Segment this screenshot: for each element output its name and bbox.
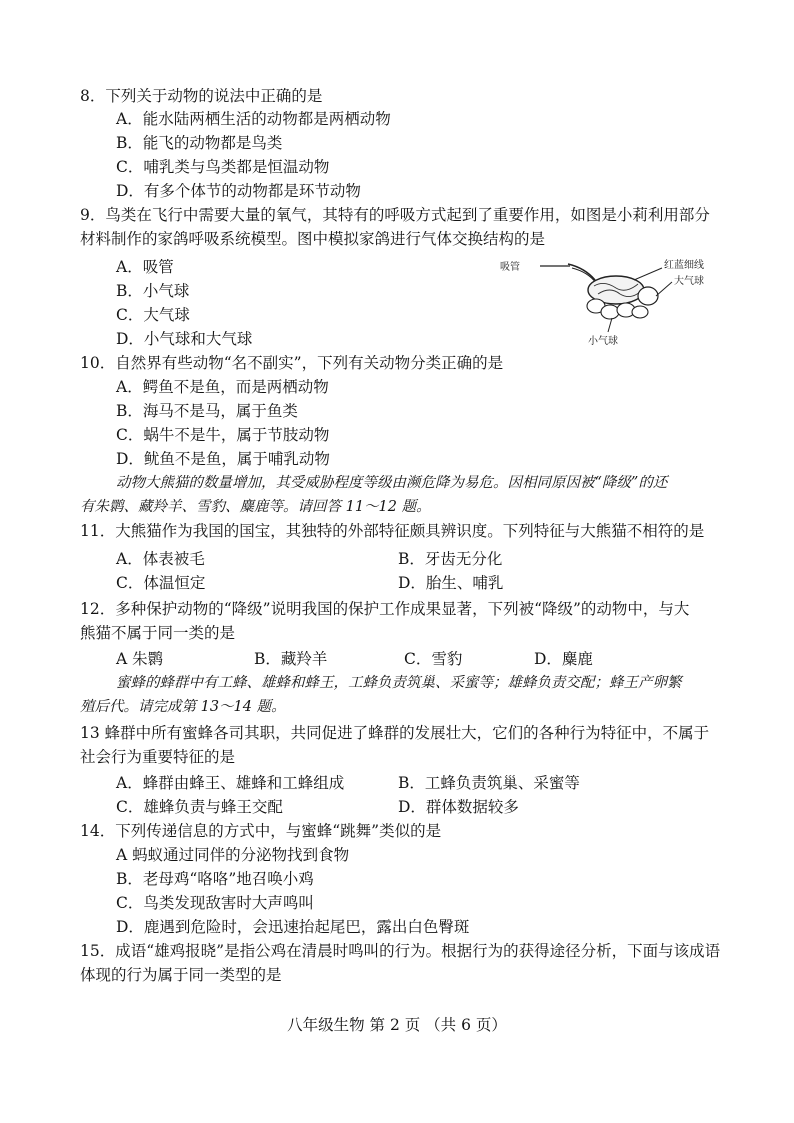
q8-stem: 8．下列关于动物的说法中正确的是	[80, 87, 323, 105]
q12-option-b: B．藏羚羊	[254, 650, 328, 668]
small-balloon-4	[632, 306, 648, 318]
big-balloon-pointer-line	[656, 282, 672, 296]
label-wire: 红蓝细线	[664, 260, 704, 271]
wire-pointer-line	[634, 268, 662, 280]
page-footer: 八年级生物 第 2 页 （共 6 页）	[287, 1016, 507, 1034]
pigeon-respiratory-model-figure	[500, 254, 728, 346]
q9-stem-line1: 9．鸟类在飞行中需要大量的氧气，其特有的呼吸方式起到了重要作用，如图是小莉利用部分	[80, 206, 710, 224]
q9-stem-line2: 材料制作的家鸽呼吸系统模型。图中模拟家鸽进行气体交换结构的是	[80, 230, 546, 248]
q9-option-a: A．吸管	[116, 258, 174, 276]
q8-option-b: B．能飞的动物都是鸟类	[116, 134, 283, 152]
q13-option-a: A．蜂群由蜂王、雄蜂和工蜂组成	[116, 774, 345, 792]
q12-option-c: C．雪豹	[404, 650, 463, 668]
q11-option-c: C．体温恒定	[116, 574, 206, 592]
q13-option-d: D．群体数据较多	[398, 798, 519, 816]
q15-stem-line2: 体现的行为属于同一类型的是	[80, 966, 282, 984]
q8-option-d: D．有多个体节的动物都是环节动物	[116, 182, 361, 200]
q9-option-c: C．大气球	[116, 306, 190, 324]
q14-option-c: C．鸟类发现敌害时大声鸣叫	[116, 894, 314, 912]
q12-option-a: A 朱鹮	[116, 650, 164, 668]
q14-option-b: B．老母鸡“咯咯”地召唤小鸡	[116, 870, 314, 888]
intro-bee-line1: 蜜蜂的蜂群中有工蜂、雄蜂和蜂王，工蜂负责筑巢、采蜜等；雄蜂负责交配；蜂王产卵繁	[116, 675, 682, 691]
q14-option-d: D．鹿遇到危险时，会迅速抬起尾巴，露出白色臀斑	[116, 918, 470, 936]
q9-option-b: B．小气球	[116, 282, 190, 300]
q11-option-d: D．胎生、哺乳	[398, 574, 504, 592]
q10-option-d: D．鱿鱼不是鱼，属于哺乳动物	[116, 450, 330, 468]
side-balloon-shape	[638, 287, 658, 305]
label-small-balloon: 小气球	[588, 336, 618, 346]
q13-option-c: C．雄蜂负责与蜂王交配	[116, 798, 283, 816]
q10-option-a: A．鳄鱼不是鱼，而是两栖动物	[116, 378, 329, 396]
q8-option-a: A．能水陆两栖生活的动物都是两栖动物	[116, 110, 391, 128]
q11-option-a: A．体表被毛	[116, 550, 205, 568]
respiratory-model-drawing	[500, 254, 728, 346]
q12-stem-line1: 12．多种保护动物的“降级”说明我国的保护工作成果显著，下列被“降级”的动物中，与大	[80, 600, 690, 618]
intro-bee-line2: 殖后代。请完成第 13～14 题。	[80, 699, 286, 715]
q13-stem-line1: 13 蜂群中所有蜜蜂各司其职，共同促进了蜂群的发展壮大，它们的各种行为特征中，不属于	[80, 724, 710, 742]
small-balloon-pointer-line	[608, 318, 612, 332]
q10-stem: 10．自然界有些动物“名不副实”，下列有关动物分类正确的是	[80, 354, 504, 372]
label-big-balloon: 大气球	[674, 276, 704, 287]
small-balloon-2	[601, 305, 619, 319]
q12-stem-line2: 熊猫不属于同一类的是	[80, 624, 236, 642]
q11-stem: 11．大熊猫作为我国的国宝，其独特的外部特征颇具辨识度。下列特征与大熊猫不相符的是	[80, 522, 705, 540]
q13-stem-line2: 社会行为重要特征的是	[80, 748, 236, 766]
q14-option-a: A 蚂蚁通过同伴的分泌物找到食物	[116, 846, 350, 864]
q10-option-c: C．蜗牛不是牛，属于节肢动物	[116, 426, 330, 444]
intro-panda-line2: 有朱鹮、藏羚羊、雪豹、麋鹿等。请回答 11～12 题。	[80, 499, 431, 515]
q14-stem: 14．下列传递信息的方式中，与蜜蜂“跳舞”类似的是	[80, 822, 442, 840]
q11-option-b: B．牙齿无分化	[398, 550, 503, 568]
q13-option-b: B．工蜂负责筑巢、采蜜等	[398, 774, 580, 792]
q9-option-d: D．小气球和大气球	[116, 330, 253, 348]
q12-option-d: D．麋鹿	[534, 650, 593, 668]
label-tube: 吸管	[500, 262, 520, 273]
q8-option-c: C．哺乳类与鸟类都是恒温动物	[116, 158, 330, 176]
q10-option-b: B．海马不是马，属于鱼类	[116, 402, 298, 420]
q15-stem-line1: 15．成语“雄鸡报晓”是指公鸡在清晨时鸣叫的行为。根据行为的获得途径分析，下面与该成语	[80, 942, 721, 960]
intro-panda-line1: 动物大熊猫的数量增加，其受威胁程度等级由濒危降为易危。因相同原因被“降级”的还	[116, 475, 668, 491]
